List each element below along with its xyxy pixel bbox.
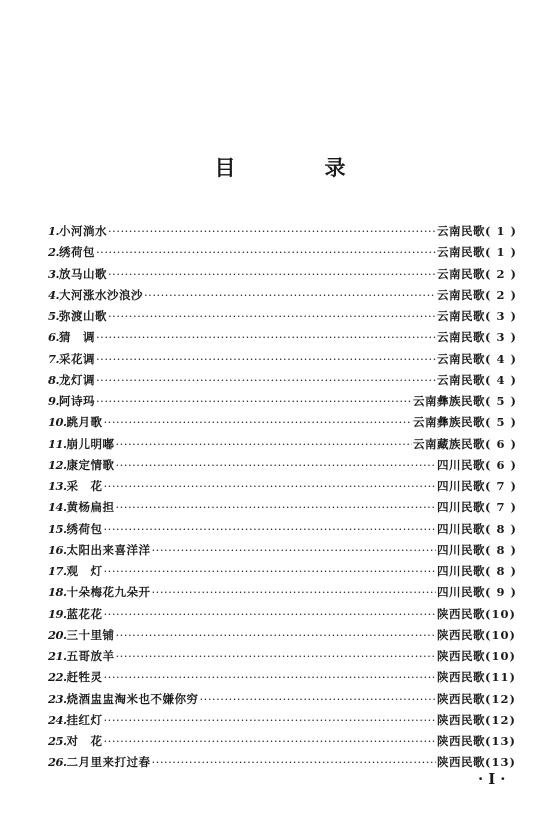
toc-entry-page: ( 1 ) — [485, 245, 517, 260]
toc-entry[interactable] — [48, 306, 517, 327]
toc-entry-page: ( 3 ) — [485, 309, 517, 323]
dot-leader — [108, 264, 436, 285]
toc-entry-page: ( 8 ) — [485, 542, 517, 557]
toc-entry[interactable] — [48, 752, 516, 773]
toc-entry-title: 十朵梅花九朵开 — [66, 585, 151, 600]
toc-entry[interactable] — [48, 285, 517, 306]
dot-leader — [96, 370, 436, 391]
toc-entry-title: 赶牲灵 — [66, 670, 103, 685]
toc-entry[interactable] — [48, 242, 517, 263]
dot-leader — [104, 731, 436, 752]
toc-entry[interactable] — [48, 561, 517, 582]
toc-entry-number: 14. — [48, 500, 67, 515]
toc-entry-page: ( 3 ) — [485, 330, 517, 345]
toc-entry[interactable] — [48, 689, 516, 710]
toc-entry-title: 崩儿明嘟 — [66, 436, 115, 451]
toc-entry-title: 绣荷包 — [59, 245, 96, 260]
dot-leader — [96, 391, 412, 412]
toc-entry[interactable] — [48, 582, 517, 603]
dot-leader — [104, 710, 436, 731]
toc-entry-source: 四川民歌 — [437, 542, 485, 557]
toc-entry-page: (13) — [485, 755, 516, 770]
toc-entry-number: 8. — [48, 372, 60, 387]
toc-entry-number: 13. — [48, 479, 67, 493]
toc-entry-number: 2. — [48, 245, 60, 260]
toc-entry-number: 12. — [48, 457, 67, 472]
toc-entry-source: 四川民歌 — [437, 564, 485, 578]
toc-entry[interactable] — [48, 540, 517, 561]
toc-entry-source: 四川民歌 — [437, 457, 485, 472]
toc-entry-title: 放马山歌 — [59, 266, 108, 281]
toc-entry-page: ( 5 ) — [485, 415, 517, 430]
toc-entry-page: ( 2 ) — [485, 266, 517, 281]
toc-entry-page: ( 8 ) — [485, 521, 517, 536]
toc-entry-source: 云南民歌 — [437, 309, 485, 323]
toc-entry-page: (10) — [485, 606, 516, 621]
toc-entry-source: 云南民歌 — [437, 224, 485, 238]
toc-entry[interactable] — [48, 455, 517, 476]
toc-entry-source: 云南民歌 — [437, 372, 485, 387]
toc-entry-source: 云南藏族民歌 — [413, 436, 485, 451]
toc-entry-title: 烧酒盅盅淘米也不嫌你穷 — [66, 691, 199, 706]
toc-entry-page: ( 8 ) — [485, 564, 517, 578]
toc-entry-number: 18. — [48, 585, 67, 600]
toc-entry-number: 9. — [48, 394, 60, 408]
toc-entry[interactable] — [48, 476, 517, 497]
dot-leader — [104, 476, 436, 497]
page-number: ·Ⅰ· — [478, 770, 511, 788]
toc-entry-number: 4. — [48, 287, 60, 302]
toc-entry-number: 10. — [48, 415, 67, 430]
dot-leader — [96, 349, 436, 370]
dot-leader — [144, 285, 436, 306]
toc-entry-title: 弥渡山歌 — [59, 309, 108, 323]
toc-entry-number: 20. — [48, 627, 67, 642]
toc-entry-number: 23. — [48, 691, 67, 706]
toc-entry-number: 21. — [48, 649, 67, 663]
toc-entry-page: ( 6 ) — [485, 436, 517, 451]
dot-leader — [104, 561, 436, 582]
toc-entry-number: 16. — [48, 542, 67, 557]
toc-entry-source: 四川民歌 — [437, 479, 485, 493]
toc-entry-source: 陕西民歌 — [437, 691, 485, 706]
toc-entry-source: 四川民歌 — [437, 500, 485, 515]
toc-entry-source: 陕西民歌 — [437, 670, 485, 685]
toc-entry[interactable] — [48, 264, 517, 285]
toc-entry-number: 22. — [48, 670, 67, 685]
toc-entry[interactable] — [48, 327, 517, 348]
toc-list — [48, 221, 517, 774]
toc-entry-number: 17. — [48, 564, 67, 578]
toc-entry-page: ( 4 ) — [485, 372, 517, 387]
dot-leader — [116, 497, 436, 518]
toc-entry-page: (13) — [485, 734, 516, 748]
page-title: 目 录 — [214, 155, 380, 180]
toc-entry-source: 云南民歌 — [437, 287, 485, 302]
dot-leader — [116, 455, 436, 476]
toc-entry-title: 二月里来打过春 — [66, 755, 151, 770]
toc-entry-title: 采花调 — [59, 351, 96, 366]
toc-entry-title: 挂红灯 — [66, 712, 103, 727]
toc-entry-number: 3. — [48, 266, 60, 281]
dot-leader — [104, 412, 412, 433]
toc-entry-title: 观 灯 — [66, 564, 103, 578]
toc-entry-title: 康定情歌 — [66, 457, 115, 472]
toc-entry-page: ( 2 ) — [485, 287, 517, 302]
toc-entry-number: 19. — [48, 606, 67, 621]
toc-entry-title: 对 花 — [66, 734, 103, 748]
toc-entry-title: 猜 调 — [59, 330, 96, 345]
toc-entry[interactable] — [48, 434, 517, 455]
toc-entry[interactable] — [48, 349, 517, 370]
toc-entry-page: (12) — [485, 712, 516, 727]
toc-entry-page: ( 9 ) — [485, 585, 517, 600]
toc-entry-source: 陕西民歌 — [437, 712, 485, 727]
toc-entry[interactable] — [48, 667, 516, 688]
toc-entry-title: 采 花 — [66, 479, 103, 493]
toc-entry-title: 太阳出来喜洋洋 — [66, 542, 151, 557]
toc-entry[interactable] — [48, 370, 517, 391]
toc-entry-title: 小河淌水 — [59, 224, 108, 238]
dot-leader — [108, 221, 436, 242]
toc-entry-number: 6. — [48, 330, 60, 345]
toc-entry-page: ( 7 ) — [485, 479, 517, 493]
toc-entry[interactable] — [48, 710, 516, 731]
toc-entry-page: (11) — [485, 670, 516, 685]
dot-leader — [116, 646, 436, 667]
toc-entry-title: 龙灯调 — [59, 372, 96, 387]
toc-entry-page: ( 5 ) — [485, 394, 517, 408]
dot-leader — [116, 434, 412, 455]
toc-entry-title: 跳月歌 — [66, 415, 103, 430]
toc-entry-page: ( 1 ) — [485, 224, 517, 238]
toc-entry-title: 阿诗玛 — [59, 394, 96, 408]
toc-entry-source: 陕西民歌 — [437, 755, 485, 770]
toc-entry-page: (12) — [485, 691, 516, 706]
dot-leader — [104, 667, 436, 688]
toc-entry[interactable] — [48, 519, 517, 540]
dot-leader — [152, 752, 436, 773]
toc-entry-page: (10) — [485, 649, 516, 663]
dot-leader — [96, 327, 436, 348]
toc-entry-source: 云南彝族民歌 — [413, 415, 485, 430]
toc-entry[interactable] — [48, 646, 516, 667]
dot-leader — [104, 519, 436, 540]
toc-entry-title: 大河涨水沙浪沙 — [59, 287, 144, 302]
toc-entry[interactable] — [48, 731, 516, 752]
toc-entry[interactable] — [48, 391, 517, 412]
toc-entry[interactable] — [48, 604, 516, 625]
toc-entry-title: 蓝花花 — [66, 606, 103, 621]
toc-entry-page: ( 7 ) — [485, 500, 517, 515]
toc-entry[interactable] — [48, 625, 516, 646]
toc-entry-number: 26. — [48, 755, 67, 770]
toc-entry-number: 5. — [48, 309, 60, 323]
toc-entry-source: 云南民歌 — [437, 266, 485, 281]
toc-entry-page: ( 4 ) — [485, 351, 517, 366]
toc-entry-page: ( 6 ) — [485, 457, 517, 472]
toc-entry[interactable] — [48, 497, 517, 518]
toc-entry-page: (10) — [485, 627, 516, 642]
toc-entry-number: 15. — [48, 521, 67, 536]
toc-entry[interactable] — [48, 412, 517, 433]
toc-entry-number: 1. — [48, 224, 60, 238]
toc-entry-source: 陕西民歌 — [437, 649, 485, 663]
toc-entry-source: 云南民歌 — [437, 351, 485, 366]
toc-entry[interactable] — [48, 221, 517, 242]
dot-leader — [200, 689, 436, 710]
toc-entry-source: 陕西民歌 — [437, 627, 485, 642]
toc-entry-number: 11. — [48, 436, 67, 451]
dot-leader — [152, 582, 436, 603]
dot-leader — [104, 604, 436, 625]
toc-entry-source: 四川民歌 — [437, 585, 485, 600]
dot-leader — [96, 242, 436, 263]
toc-entry-source: 陕西民歌 — [437, 606, 485, 621]
toc-entry-source: 云南民歌 — [437, 330, 485, 345]
toc-entry-title: 绣荷包 — [66, 521, 103, 536]
dot-leader — [116, 625, 436, 646]
toc-entry-source: 四川民歌 — [437, 521, 485, 536]
toc-entry-title: 三十里铺 — [66, 627, 115, 642]
toc-entry-number: 7. — [48, 351, 60, 366]
toc-entry-title: 黄杨扁担 — [66, 500, 115, 515]
toc-entry-source: 陕西民歌 — [437, 734, 485, 748]
dot-leader — [152, 540, 436, 561]
toc-entry-number: 25. — [48, 734, 67, 748]
toc-entry-source: 云南民歌 — [437, 245, 485, 260]
toc-entry-number: 24. — [48, 712, 67, 727]
toc-entry-source: 云南彝族民歌 — [413, 394, 485, 408]
toc-entry-title: 五哥放羊 — [66, 649, 115, 663]
dot-leader — [108, 306, 436, 327]
